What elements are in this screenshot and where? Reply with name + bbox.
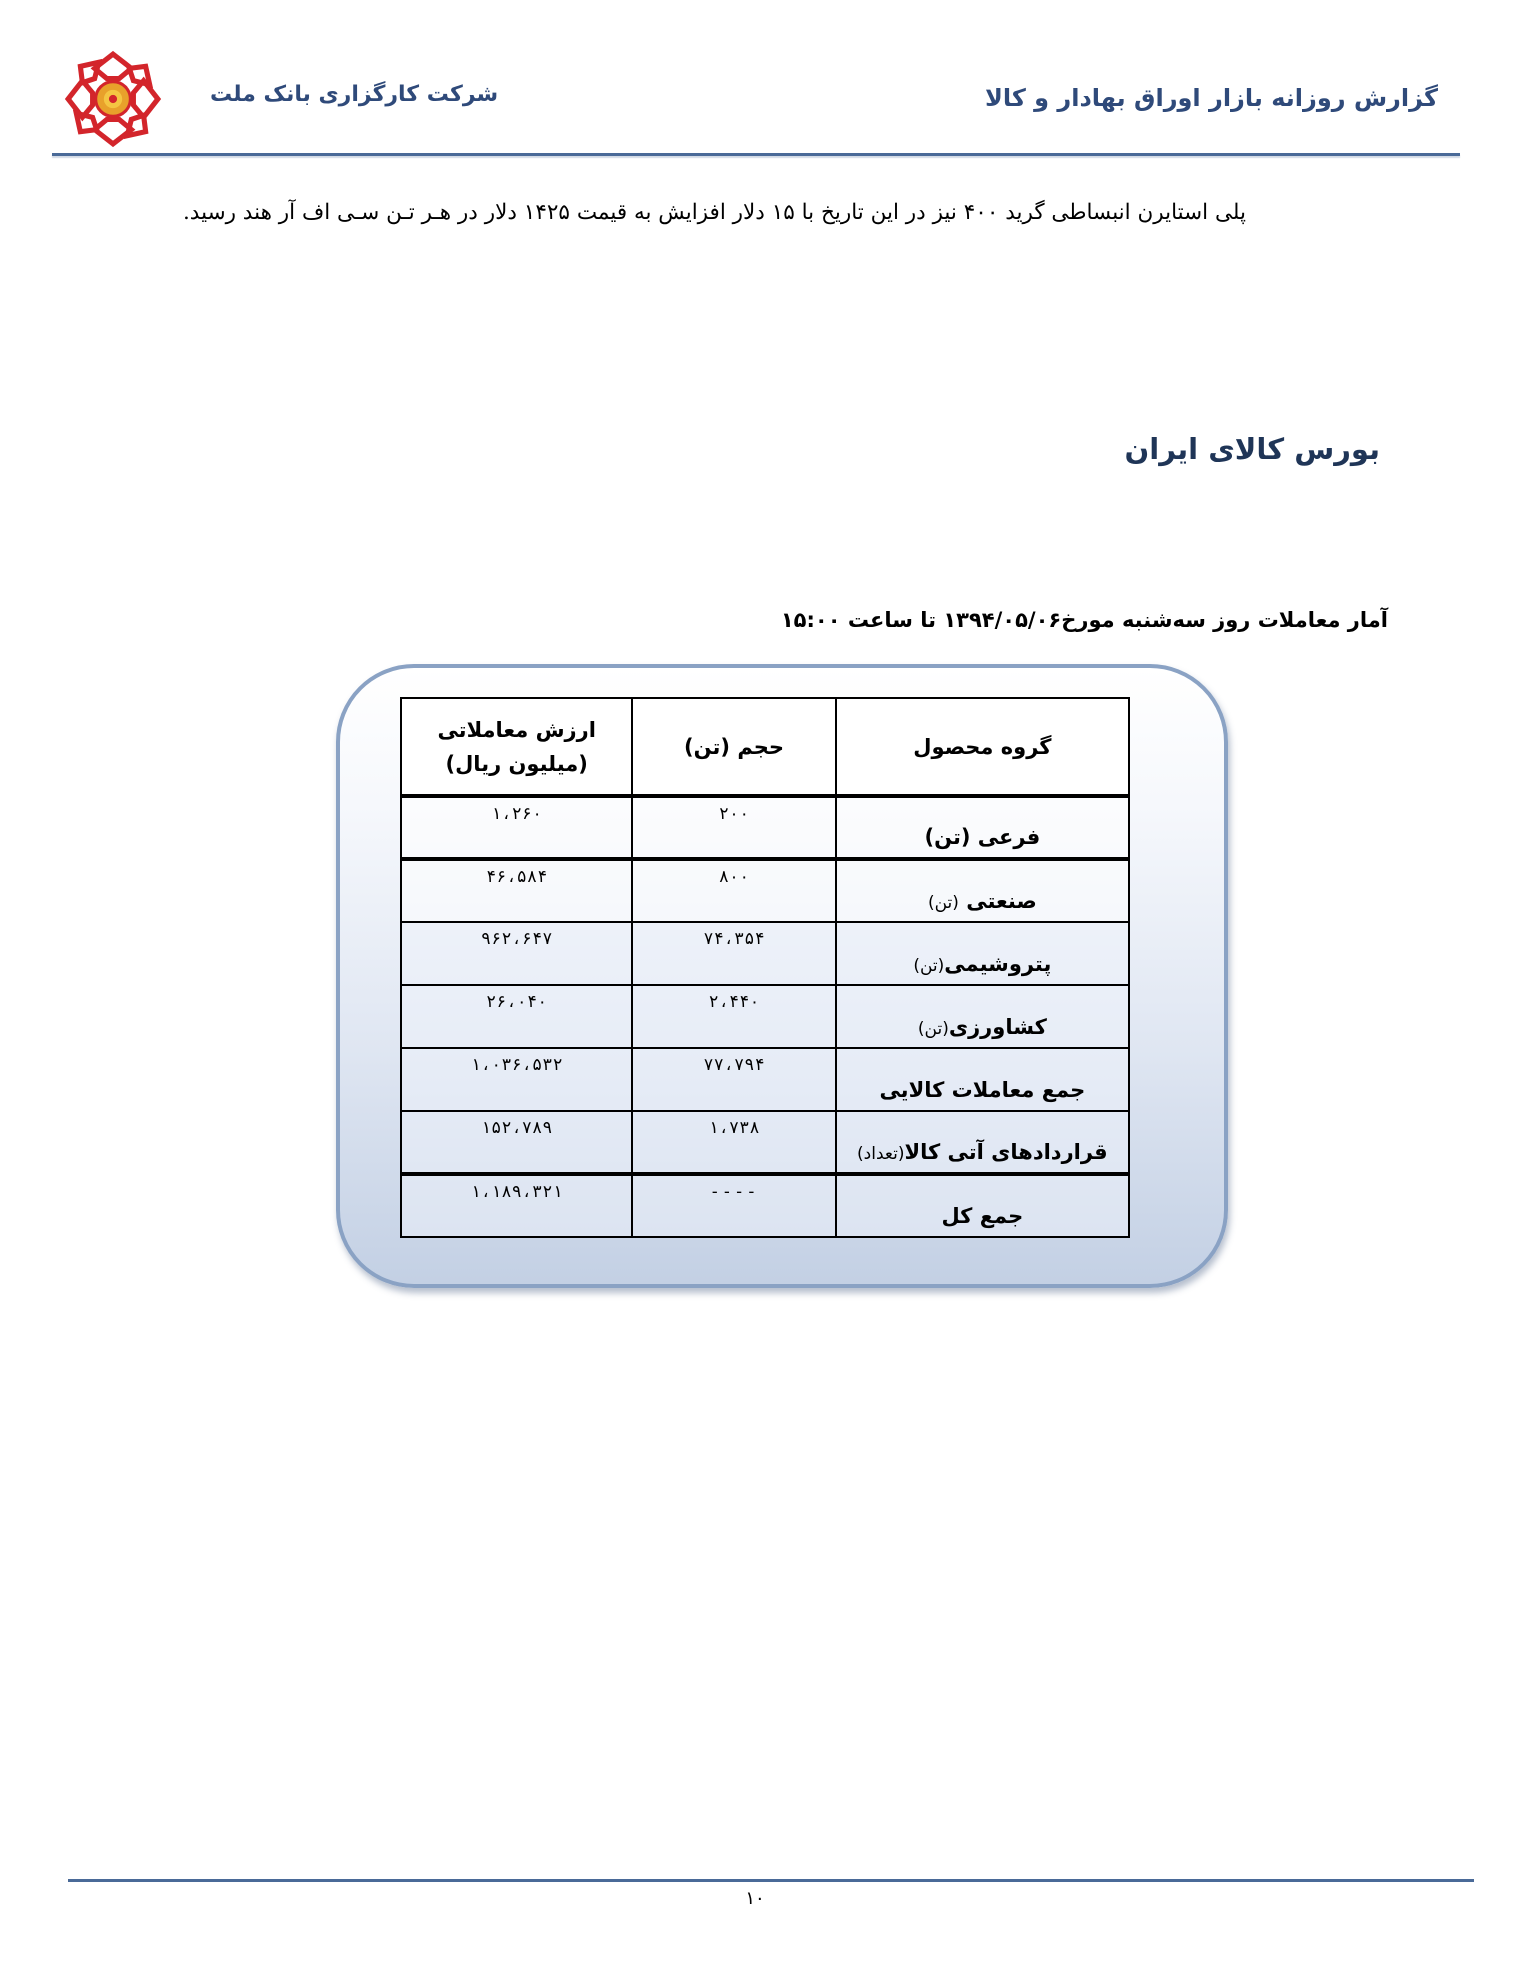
row-value: ۹۶۲،۶۴۷ [401,922,632,985]
row-group: فرعی (تن) [836,796,1129,859]
table-row [401,796,1129,859]
header-group: گروه محصول [836,698,1129,796]
row-value: ۱،۰۳۶،۵۳۲ [401,1048,632,1111]
bank-mellat-logo-icon [62,48,164,150]
commodity-stats-table [400,697,1130,1238]
row-volume: ۱،۷۳۸ [632,1111,835,1174]
footer-divider [68,1879,1474,1882]
stats-caption: آمار معاملات روز سه‌شنبه مورخ۱۳۹۴/۰۵/۰۶ تا ساعت ۱۵:۰۰ [780,608,1388,632]
row-value: ۴۶،۵۸۴ [401,859,632,922]
table-header-row [401,698,1129,796]
header-volume: حجم (تن) [632,698,835,796]
row-volume: ۲،۴۴۰ [632,985,835,1048]
page-number: ۱۰ [745,1888,765,1909]
table-row [401,922,1129,985]
header-value-line2: (میلیون ریال) [445,751,588,776]
row-group: جمع کل [836,1174,1129,1237]
row-volume: ۷۷،۷۹۴ [632,1048,835,1111]
table-row-total [401,1174,1129,1237]
table-row [401,985,1129,1048]
body-paragraph: پلی استایرن انبساطی گرید ۴۰۰ نیز در این تاریخ با ۱۵ دلار افزایش به قیمت ۱۴۲۵ دلار در هـر تـن سـی اف آر هند رسید. [182,200,1246,225]
company-name: شرکت کارگزاری بانک ملت [210,82,499,107]
row-group: صنعتی (تن) [836,859,1129,922]
row-value: ۲۶،۰۴۰ [401,985,632,1048]
row-group: قراردادهای آتی کالا(تعداد) [836,1111,1129,1174]
header-value [401,698,632,796]
row-group: کشاورزی(تن) [836,985,1129,1048]
row-value: ۱،۱۸۹،۳۲۱ [401,1174,632,1237]
row-volume: ۲۰۰ [632,796,835,859]
table-row [401,1048,1129,1111]
row-volume: ---- [632,1174,835,1237]
section-heading: بورس کالای ایران [1124,432,1380,466]
row-group: پتروشیمی(تن) [836,922,1129,985]
row-volume: ۷۴،۳۵۴ [632,922,835,985]
row-value: ۱۵۲،۷۸۹ [401,1111,632,1174]
row-value: ۱،۲۶۰ [401,796,632,859]
row-volume: ۸۰۰ [632,859,835,922]
table-row [401,859,1129,922]
report-title: گزارش روزانه بازار اوراق بهادار و کالا [984,84,1438,112]
header-value-line1: ارزش معاملاتی [437,717,596,742]
header-divider [52,153,1460,156]
table-row [401,1111,1129,1174]
row-group: جمع معاملات کالایی [836,1048,1129,1111]
